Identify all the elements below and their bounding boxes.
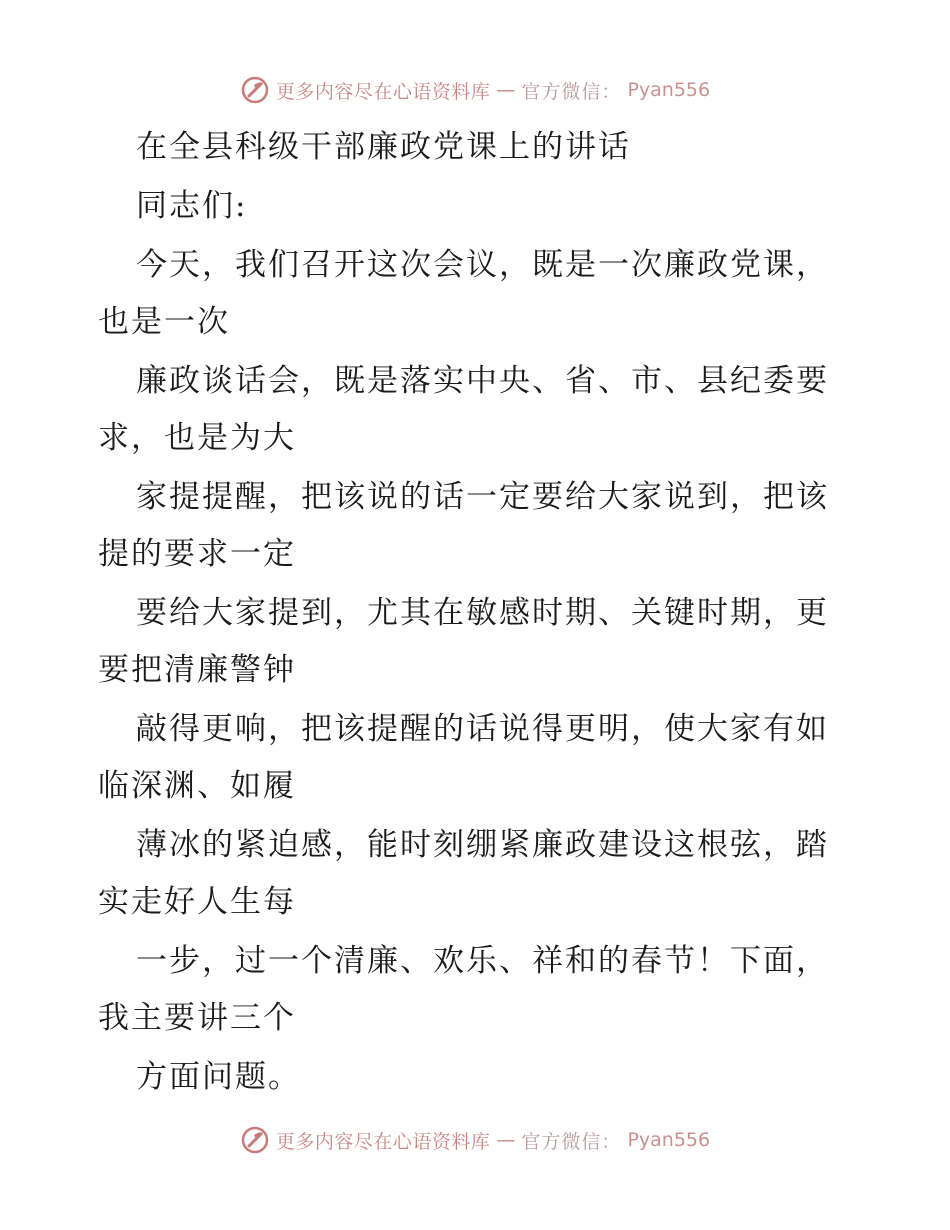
paragraph-line: 敲得更响，把该提醒的话说得更明，使大家有如 (136, 711, 829, 747)
paragraph-line: 要把清廉警钟 (98, 652, 296, 688)
paragraph-line: 家提提醒，把该说的话一定要给大家说到，把该 (136, 479, 829, 515)
paragraph-line: 薄冰的紧迫感，能时刻绷紧廉政建设这根弦，踏 (136, 827, 829, 863)
paragraph-line: 今天，我们召开这次会议，既是一次廉政党课， (136, 247, 829, 283)
feather-logo-icon (240, 1125, 270, 1155)
watermark-wechat-label: 官方微信： (521, 80, 622, 103)
watermark-wechat-id: Pyan556 (627, 1129, 711, 1151)
paragraph-line: 要给大家提到，尤其在敏感时期、关键时期，更 (136, 595, 829, 631)
watermark-text: 更多内容尽在心语资料库 (275, 80, 491, 103)
feather-logo-icon (240, 75, 270, 105)
paragraph-line: 也是一次 (98, 304, 230, 340)
paragraph-line: 实走好人生每 (98, 884, 296, 920)
paragraph-line: 临深渊、如履 (98, 768, 296, 804)
watermark-text: 更多内容尽在心语资料库 (275, 1130, 491, 1153)
footer-watermark (0, 1120, 950, 1160)
watermark-dash: — (496, 79, 516, 101)
header-watermark (0, 70, 950, 110)
watermark-dash: — (496, 1129, 516, 1151)
paragraph-line: 一步，过一个清廉、欢乐、祥和的春节！下面， (136, 943, 829, 979)
watermark-wechat-label: 官方微信： (521, 1130, 622, 1153)
salutation: 同志们: (136, 188, 248, 224)
paragraph-line: 廉政谈话会，既是落实中央、省、市、县纪委要 (136, 363, 829, 399)
document-title: 在全县科级干部廉政党课上的讲话 (136, 129, 631, 165)
paragraph-line: 提的要求一定 (98, 536, 296, 572)
paragraph-line: 求，也是为大 (98, 420, 296, 456)
paragraph-line: 方面问题。 (136, 1059, 301, 1095)
watermark-wechat-id: Pyan556 (627, 79, 711, 101)
paragraph-line: 我主要讲三个 (98, 1000, 296, 1036)
